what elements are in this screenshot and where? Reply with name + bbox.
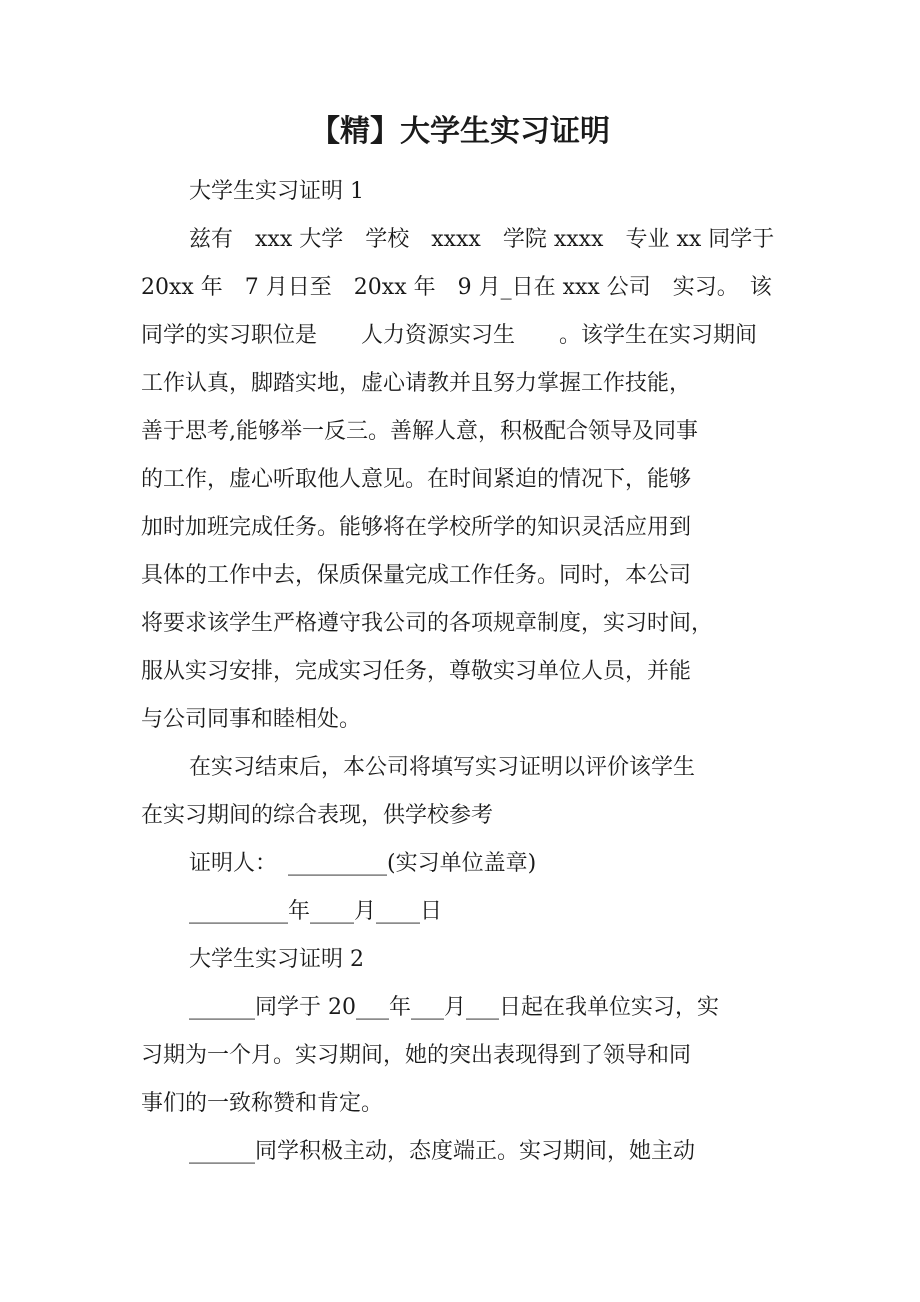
body-line: 习期为一个月。实习期间，她的突出表现得到了领导和同: [141, 1043, 692, 1068]
certifier-line: 证明人： _________(实习单位盖章): [189, 851, 537, 876]
section-heading-1: 大学生实习证明 1: [189, 179, 364, 204]
body-line: 在实习结束后，本公司将填写实习证明以评价该学生: [189, 755, 696, 780]
body-line: 同学的实习职位是 人力资源实习生 。该学生在实习期间: [141, 323, 758, 348]
body-line: 服从实习安排，完成实习任务，尊敬实习单位人员，并能: [141, 659, 692, 684]
body-line: 兹有 xxx 大学 学校 xxxx 学院 xxxx 专业 xx 同学于: [189, 227, 775, 252]
body-line: 加时加班完成任务。能够将在学校所学的知识灵活应用到: [141, 515, 692, 540]
section-heading-2: 大学生实习证明 2: [189, 947, 364, 972]
body-line: 在实习期间的综合表现，供学校参考: [141, 803, 494, 828]
body-line: 工作认真，脚踏实地，虚心请教并且努力掌握工作技能，: [141, 371, 692, 396]
body-line: 的工作，虚心听取他人意见。在时间紧迫的情况下，能够: [141, 467, 692, 492]
body-line: 具体的工作中去，保质保量完成工作任务。同时，本公司: [141, 563, 692, 588]
body-line: 善于思考,能够举一反三。善解人意，积极配合领导及同事: [141, 419, 698, 444]
date-line: _________年____月____日: [189, 899, 443, 924]
body-line: 20xx 年 7 月日至 20xx 年 9 月_日在 xxx 公司 实习。 该: [141, 275, 772, 300]
body-line: 与公司同事和睦相处。: [141, 707, 362, 732]
body-line: ______同学于 20___年___月___日起在我单位实习，实: [189, 995, 719, 1020]
body-line: 将要求该学生严格遵守我公司的各项规章制度，实习时间，: [141, 611, 714, 636]
body-line: 事们的一致称赞和肯定。: [141, 1091, 384, 1116]
body-line: ______同学积极主动，态度端正。实习期间，她主动: [189, 1139, 696, 1164]
document-title: 【精】大学生实习证明: [310, 114, 610, 149]
